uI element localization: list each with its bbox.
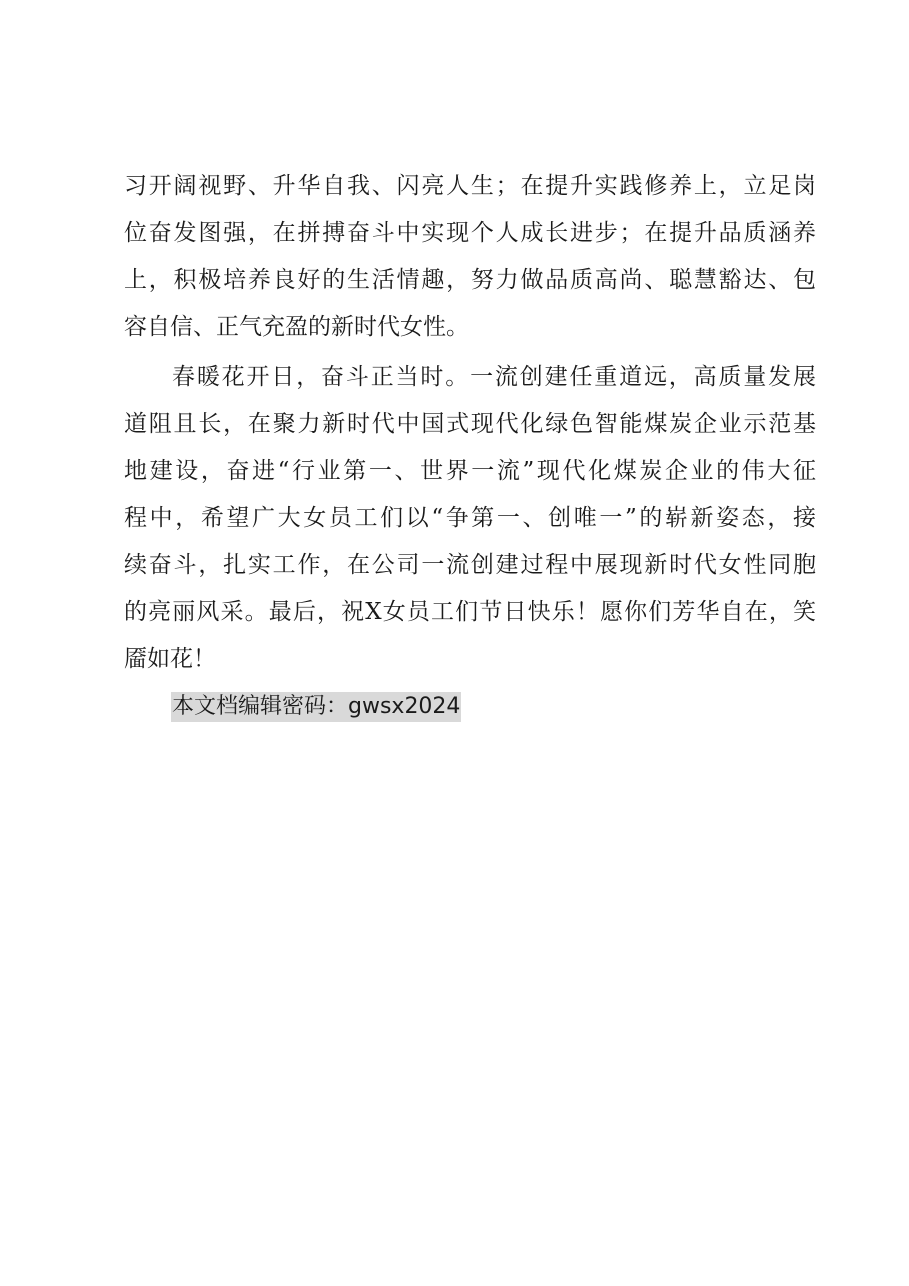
paragraph-2-line-6: 的亮丽风采。最后，祝X女员工们节日快乐！愿你们芳华自在，笑 bbox=[124, 599, 816, 625]
paragraph-2-line-4: 程中，希望广大女员工们以“争第一、创唯一”的崭新姿态，接 bbox=[124, 505, 816, 531]
edit-password-note: 本文档编辑密码：gwsx2024 bbox=[171, 692, 461, 722]
paragraph-1-line-3: 上，积极培养良好的生活情趣，努力做品质高尚、聪慧豁达、包 bbox=[124, 267, 816, 293]
paragraph-1-line-2: 位奋发图强，在拼搏奋斗中实现个人成长进步；在提升品质涵养 bbox=[124, 220, 816, 246]
paragraph-2-line-1: 春暖花开日，奋斗正当时。一流创建任重道远，高质量发展 bbox=[172, 364, 816, 390]
paragraph-1-line-1: 习开阔视野、升华自我、闪亮人生；在提升实践修养上，立足岗 bbox=[124, 173, 816, 199]
paragraph-1-line-4: 容自信、正气充盈的新时代女性。 bbox=[124, 314, 469, 340]
paragraph-2-line-7: 靥如花！ bbox=[124, 646, 216, 672]
paragraph-2-line-3: 地建设，奋进“行业第一、世界一流”现代化煤炭企业的伟大征 bbox=[124, 458, 816, 484]
paragraph-2-line-5: 续奋斗，扎实工作，在公司一流创建过程中展现新时代女性同胞 bbox=[124, 552, 816, 578]
paragraph-2-line-2: 道阻且长，在聚力新时代中国式现代化绿色智能煤炭企业示范基 bbox=[124, 411, 816, 437]
